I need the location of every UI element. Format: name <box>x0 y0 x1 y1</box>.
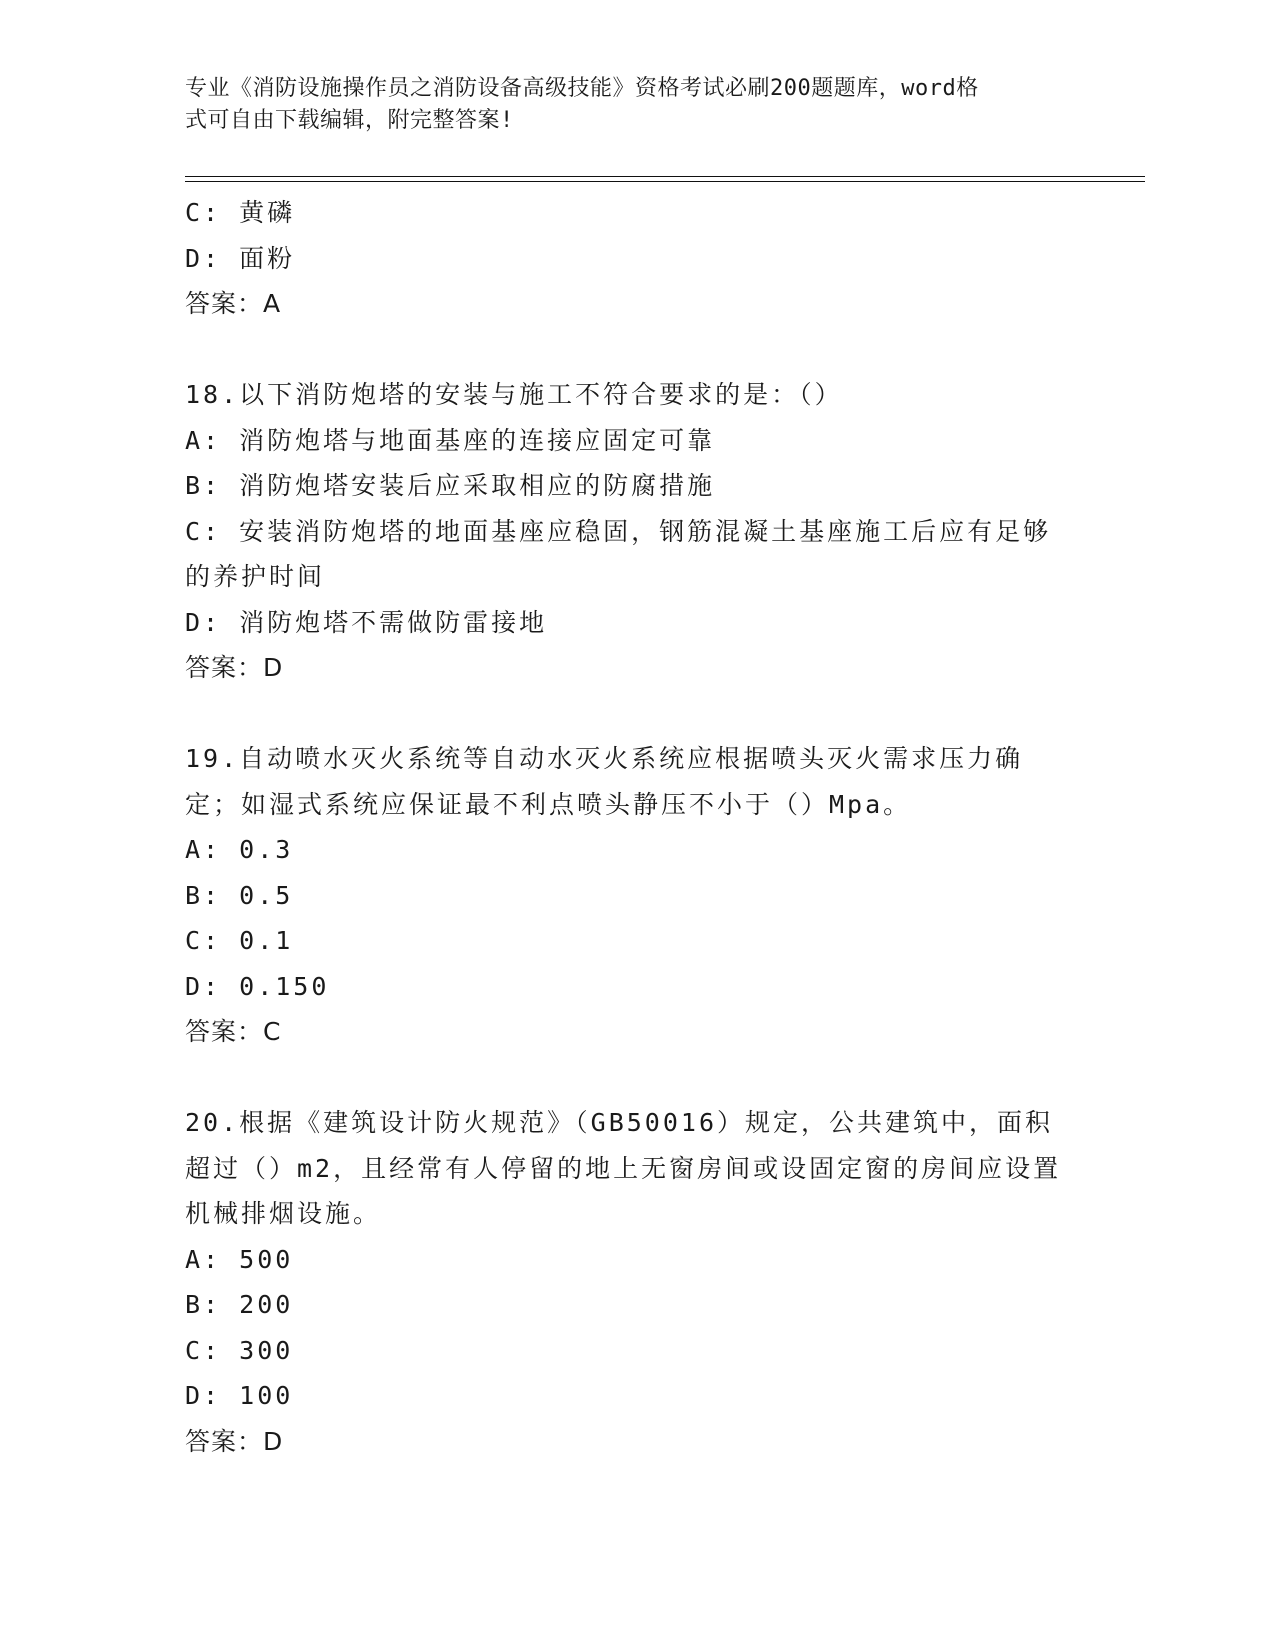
spacer <box>185 691 1065 737</box>
header-line-1: 专业《消防设施操作员之消防设备高级技能》资格考试必刷200题题库，word格 <box>185 76 979 101</box>
option-c: C: 0.1 <box>185 926 294 955</box>
document-body <box>185 190 1065 1464</box>
option-c: C: 300 <box>185 1335 294 1365</box>
option-a: A: 500 <box>185 1244 294 1274</box>
question-stem: 18.以下消防炮塔的安装与施工不符合要求的是：（） <box>185 380 843 409</box>
option-d: D: 消防炮塔不需做防雷接地 <box>185 607 548 637</box>
question-stem: 20.根据《建筑设计防火规范》（GB50016）规定，公共建筑中，面积超过（）m2，且经常有人停留的地上无窗房间或设固定窗的房间应设置机械排烟设施。 <box>185 1108 1062 1228</box>
answer-line: 答案：A <box>185 289 282 318</box>
question-stem: 19.自动喷水灭火系统等自动水灭火系统应根据喷头灭火需求压力确定；如湿式系统应保证最不利点喷头静压不小于（）Mpa。 <box>185 744 1024 819</box>
question-20 <box>185 1100 1065 1464</box>
option-a: A: 消防炮塔与地面基座的连接应固定可靠 <box>185 425 716 455</box>
option-c: C: 安装消防炮塔的地面基座应稳固，钢筋混凝土基座施工后应有足够的养护时间 <box>185 516 1052 591</box>
spacer <box>185 1055 1065 1101</box>
header-divider-top <box>185 176 1145 177</box>
option-d: D: 100 <box>185 1381 294 1410</box>
answer-line: 答案：C <box>185 1017 282 1046</box>
option-c: C: 黄磷 <box>185 198 296 227</box>
document-header <box>185 73 1065 137</box>
spacer <box>185 327 1065 373</box>
question-19 <box>185 736 1065 1055</box>
header-line-2: 式可自由下载编辑，附完整答案! <box>185 108 514 133</box>
answer-line: 答案：D <box>185 653 284 682</box>
option-b: B: 200 <box>185 1290 294 1319</box>
option-b: B: 消防炮塔安装后应采取相应的防腐措施 <box>185 471 716 500</box>
option-d: D: 面粉 <box>185 243 296 273</box>
answer-line: 答案：D <box>185 1426 284 1456</box>
option-d: D: 0.150 <box>185 971 330 1001</box>
option-b: B: 0.5 <box>185 880 294 910</box>
option-a: A: 0.3 <box>185 835 294 864</box>
question-18 <box>185 372 1065 691</box>
previous-question-tail <box>185 190 1065 327</box>
header-divider-bottom <box>185 181 1145 182</box>
